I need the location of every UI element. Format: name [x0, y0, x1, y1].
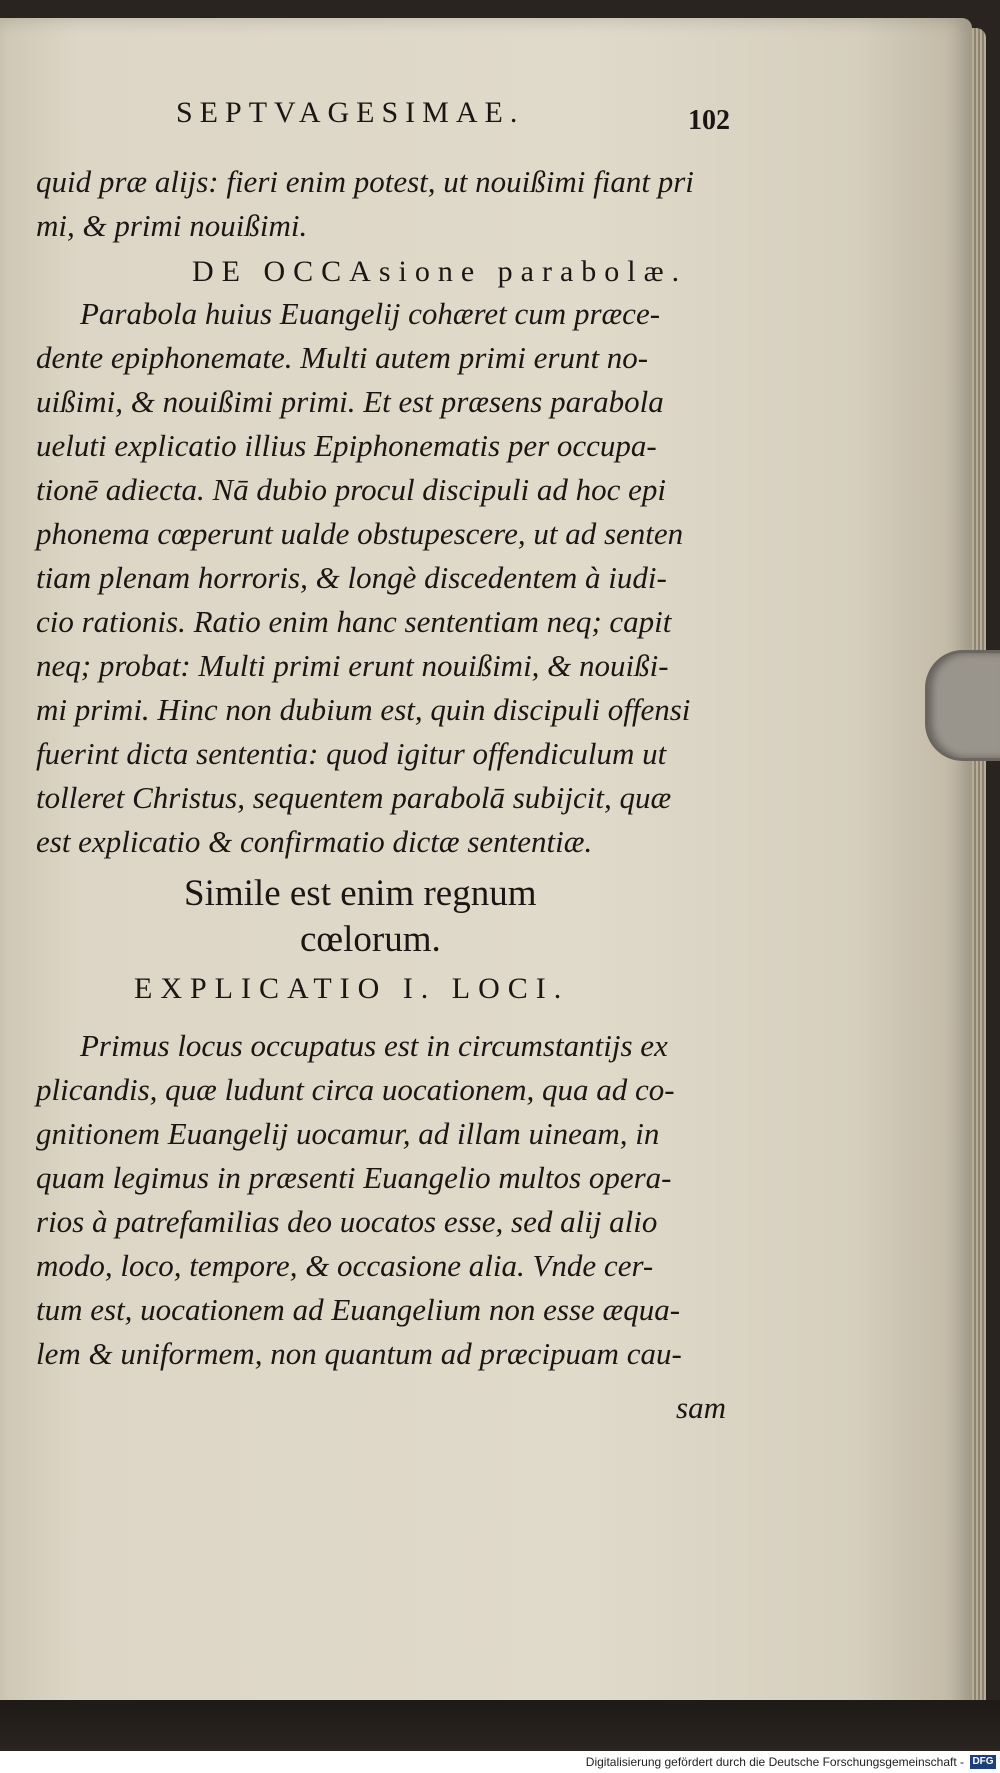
- body-line: fuerint dicta sententia: quod igitur offendiculum ut: [36, 736, 667, 771]
- body-line: gnitionem Euangelij uocamur, ad illam uineam, in: [36, 1116, 660, 1151]
- body-line: phonema cœperunt ualde obstupescere, ut ad senten: [36, 516, 684, 551]
- body-line: modo, loco, tempore, & occasione alia. Vnde cer-: [36, 1248, 654, 1283]
- body-line: dente epiphonemate. Multi autem primi erunt no-: [36, 340, 649, 375]
- body-line: est explicatio & confirmatio dictæ sententiæ.: [36, 824, 593, 859]
- body-line: mi primi. Hinc non dubium est, quin discipuli offensi: [36, 692, 691, 727]
- lemma-line: cœlorum.: [300, 919, 441, 960]
- book-clasp: [925, 650, 1000, 761]
- body-line: Parabola huius Euangelij cohæret cum præce-: [80, 296, 661, 331]
- digitization-footer: [0, 1751, 1000, 1773]
- body-line: cio rationis. Ratio enim hanc sententiam neq; capit: [36, 604, 672, 639]
- body-line: tiam plenam horroris, & longè discedentem à iudi-: [36, 560, 667, 595]
- body-line: uißimi, & nouißimi primi. Et est præsens parabola: [36, 384, 664, 419]
- body-line: neq; probat: Multi primi erunt nouißimi, & nouißi-: [36, 648, 669, 683]
- body-line: plicandis, quæ ludunt circa uocationem, qua ad co-: [36, 1072, 675, 1107]
- bottom-shadow: [0, 1700, 1000, 1750]
- body-line: tionē adiecta. Nā dubio procul discipuli ad hoc epi: [36, 472, 666, 507]
- body-line: lem & uniformem, non quantum ad præcipuam cau-: [36, 1336, 682, 1371]
- running-title: SEPTVAGESIMAE.: [176, 96, 525, 129]
- body-line: tum est, uocationem ad Euangelium non esse æqua-: [36, 1292, 681, 1327]
- lemma-line: Simile est enim regnum: [184, 873, 537, 914]
- body-line: mi, & primi nouißimi.: [36, 208, 308, 243]
- catchword: sam: [676, 1390, 726, 1425]
- body-line: quam legimus in præsenti Euangelio multos opera-: [36, 1160, 672, 1195]
- footer-credit: Digitalisierung gefördert durch die Deutsche Forschungsgemeinschaft -: [585, 1755, 964, 1769]
- body-line: Primus locus occupatus est in circumstantijs ex: [80, 1028, 668, 1063]
- folio-number: 102: [688, 105, 730, 136]
- dfg-logo: DFG: [970, 1755, 996, 1769]
- body-line: tolleret Christus, sequentem parabolā subijcit, quæ: [36, 780, 672, 815]
- body-line: ueluti explicatio illius Epiphonematis per occupa-: [36, 428, 657, 463]
- section-heading: EXPLICATIO I. LOCI.: [134, 972, 570, 1005]
- body-line: quid præ alijs: fieri enim potest, ut nouißimi fiant pri: [36, 164, 694, 199]
- body-line: rios à patrefamilias deo uocatos esse, sed alij alio: [36, 1204, 658, 1239]
- section-heading: DE OCCAsione parabolæ.: [192, 255, 688, 288]
